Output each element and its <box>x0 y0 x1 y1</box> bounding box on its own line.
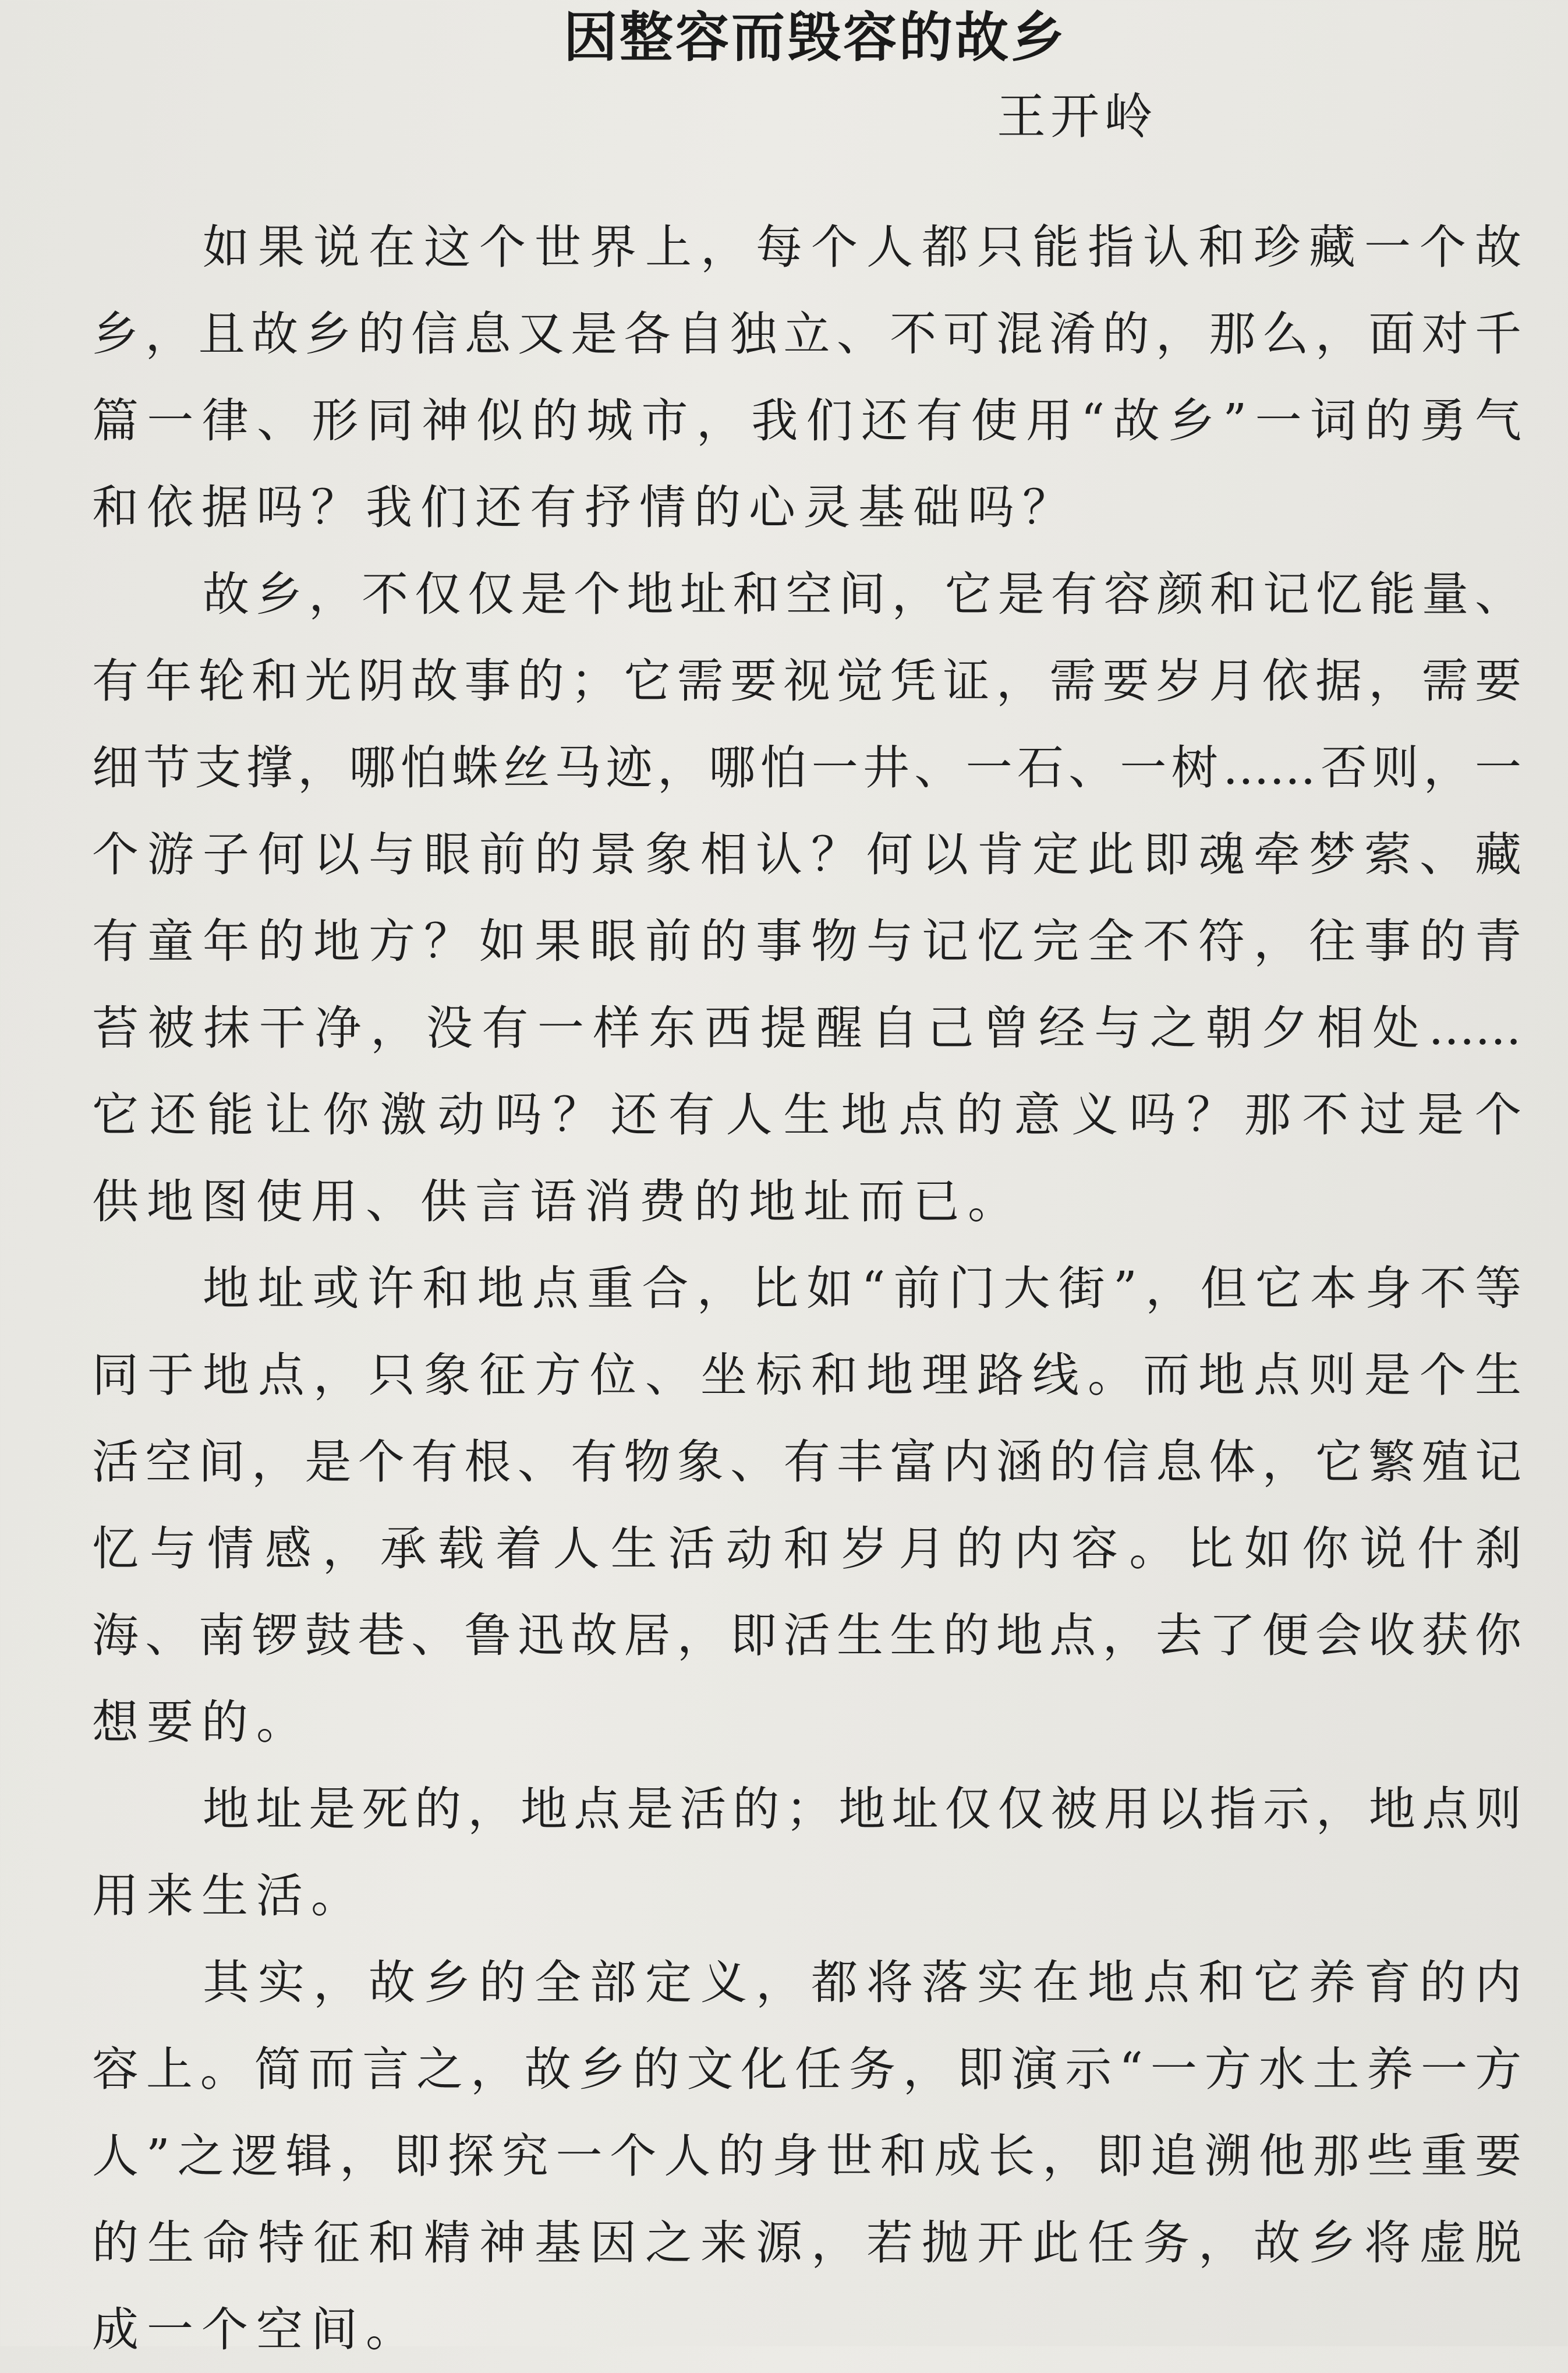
text-line: 人”之逻辑，即探究一个人的身世和成长，即追溯他那些重要 <box>92 2129 1521 2183</box>
text-line: 活空间，是个有根、有物象、有丰富内涵的信息体，它繁殖记 <box>92 1435 1521 1489</box>
text-line: 细节支撑，哪怕蛛丝马迹，哪怕一井、一石、一树……否则，一 <box>92 741 1521 795</box>
paragraph <box>92 551 1521 1245</box>
text-line: 个游子何以与眼前的景象相认？何以肯定此即魂牵梦萦、藏 <box>92 827 1521 882</box>
paragraph <box>92 204 1521 551</box>
text-line: 有年轮和光阴故事的；它需要视觉凭证，需要岁月依据，需要 <box>92 654 1521 708</box>
text-line: 和依据吗？我们还有抒情的心灵基础吗？ <box>92 480 1077 535</box>
text-line: 海、南锣鼓巷、鲁迅故居，即活生生的地点，去了便会收获你 <box>92 1608 1521 1663</box>
text-line: 苔被抹干净，没有一样东西提醒自己曾经与之朝夕相处…… <box>92 1001 1521 1055</box>
article-author: 王开岭 <box>997 88 1158 145</box>
text-line: 供地图使用、供言语消费的地址而已。 <box>92 1175 1022 1229</box>
text-line: 乡，且故乡的信息又是各自独立、不可混淆的，那么，面对千 <box>92 307 1521 361</box>
text-line: 用来生活。 <box>92 1869 366 1923</box>
text-line: 有童年的地方？如果眼前的事物与记忆完全不符，往事的青 <box>92 914 1521 968</box>
text-line: 地址或许和地点重合，比如“前门大街”，但它本身不等 <box>203 1261 1521 1315</box>
text-line: 忆与情感，承载着人生活动和岁月的内容。比如你说什刹 <box>92 1522 1521 1576</box>
text-line: 同于地点，只象征方位、坐标和地理路线。而地点则是个生 <box>92 1348 1521 1402</box>
text-line: 成一个空间。 <box>92 2303 420 2357</box>
text-line: 地址是死的，地点是活的；地址仅仅被用以指示，地点则 <box>203 1782 1521 1836</box>
article-body <box>92 204 1521 2373</box>
paragraph <box>92 1245 1521 1766</box>
text-line: 它还能让你激动吗？还有人生地点的意义吗？那不过是个 <box>92 1088 1521 1142</box>
text-line: 其实，故乡的全部定义，都将落实在地点和它养育的内 <box>203 1955 1521 2010</box>
text-line: 篇一律、形同神似的城市，我们还有使用“故乡”一词的勇气 <box>92 394 1521 448</box>
text-line: 故乡，不仅仅是个地址和空间，它是有容颜和记忆能量、 <box>203 567 1521 621</box>
text-line: 容上。简而言之，故乡的文化任务，即演示“一方水土养一方 <box>92 2042 1521 2096</box>
text-line: 的生命特征和精神基因之来源，若抛开此任务，故乡将虚脱 <box>92 2216 1521 2270</box>
article-title: 因整容而毁容的故乡 <box>563 6 1067 69</box>
paragraph <box>92 1766 1521 1939</box>
text-line: 如果说在这个世界上，每个人都只能指认和珍藏一个故 <box>203 220 1521 274</box>
paragraph <box>92 1939 1521 2373</box>
text-line: 想要的。 <box>92 1695 311 1749</box>
